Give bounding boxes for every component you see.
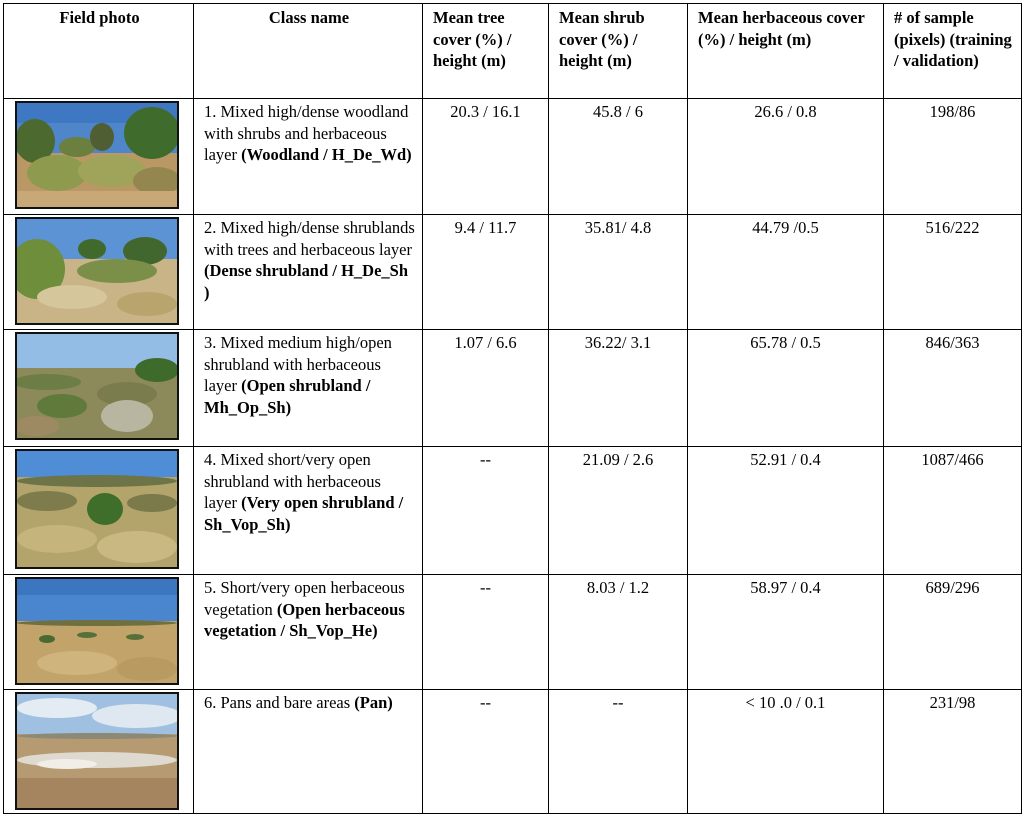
tree-cover-cell: 9.4 / 11.7 (423, 215, 549, 330)
herbaceous-cover-cell: 26.6 / 0.8 (688, 99, 884, 215)
class-description: 5. Short/very open herbaceous vegetation (204, 578, 405, 619)
header-class-name: Class name (194, 4, 423, 99)
class-name-cell (194, 575, 423, 690)
class-description: 6. Pans and bare areas (204, 693, 355, 712)
class-name-cell (194, 215, 423, 330)
tree-cover-cell: -- (423, 575, 549, 690)
sample-count-cell: 231/98 (884, 690, 1022, 814)
shrub-cover-cell: 35.81/ 4.8 (549, 215, 688, 330)
very-open-shrubland-photo (15, 449, 179, 569)
header-sample-count: # of sample (pixels) (training / validation) (884, 4, 1022, 99)
sample-count-cell: 198/86 (884, 99, 1022, 215)
tree-cover-cell: -- (423, 447, 549, 575)
vegetation-class-table (3, 3, 1022, 814)
class-code: (Very open shrubland / Sh_Vop_Sh) (204, 493, 404, 534)
shrub-cover-cell: 21.09 / 2.6 (549, 447, 688, 575)
class-description: 1. Mixed high/dense woodland with shrubs and herbaceous layer (204, 102, 409, 164)
tree-cover-cell: 1.07 / 6.6 (423, 330, 549, 447)
herbaceous-cover-cell: 52.91 / 0.4 (688, 447, 884, 575)
class-code: (Pan) (354, 693, 393, 712)
class-code: (Open shrubland / Mh_Op_Sh) (204, 376, 371, 417)
header-shrub-cover: Mean shrub cover (%) / height (m) (549, 4, 688, 99)
sample-count-cell: 1087/466 (884, 447, 1022, 575)
tree-cover-cell: -- (423, 690, 549, 814)
photo-cell (4, 330, 194, 447)
table-row (4, 575, 1022, 690)
herbaceous-cover-cell: < 10 .0 / 0.1 (688, 690, 884, 814)
photo-cell (4, 575, 194, 690)
class-code: (Woodland / H_De_Wd) (241, 145, 412, 164)
class-name-cell (194, 99, 423, 215)
sample-count-cell: 846/363 (884, 330, 1022, 447)
class-name-cell (194, 447, 423, 575)
tree-cover-cell: 20.3 / 16.1 (423, 99, 549, 215)
sample-count-cell: 516/222 (884, 215, 1022, 330)
herbaceous-cover-cell: 65.78 / 0.5 (688, 330, 884, 447)
herbaceous-vegetation-photo (15, 577, 179, 685)
photo-cell (4, 447, 194, 575)
header-field-photo: Field photo (4, 4, 194, 99)
photo-cell (4, 690, 194, 814)
photo-cell (4, 215, 194, 330)
pan-photo (15, 692, 179, 810)
photo-cell (4, 99, 194, 215)
header-herbaceous-cover: Mean herbaceous cover (%) / height (m) (688, 4, 884, 99)
class-description: 4. Mixed short/very open shrubland with herbaceous layer (204, 450, 381, 512)
table-row (4, 690, 1022, 814)
class-code: (Open herbaceous vegetation / Sh_Vop_He) (204, 599, 405, 640)
table-row (4, 99, 1022, 215)
woodland-photo (15, 101, 179, 209)
class-name-cell (194, 330, 423, 447)
shrub-cover-cell: 8.03 / 1.2 (549, 575, 688, 690)
class-description: 3. Mixed medium high/open shrubland with herbaceous layer (204, 333, 392, 395)
table-row (4, 215, 1022, 330)
dense-shrubland-photo (15, 217, 179, 325)
sample-count-cell: 689/296 (884, 575, 1022, 690)
shrub-cover-cell: -- (549, 690, 688, 814)
class-name-cell (194, 690, 423, 814)
header-tree-cover: Mean tree cover (%) / height (m) (423, 4, 549, 99)
open-shrubland-photo (15, 332, 179, 440)
class-code: (Dense shrubland / H_De_Sh ) (204, 261, 409, 302)
herbaceous-cover-cell: 58.97 / 0.4 (688, 575, 884, 690)
shrub-cover-cell: 36.22/ 3.1 (549, 330, 688, 447)
table-row (4, 447, 1022, 575)
herbaceous-cover-cell: 44.79 /0.5 (688, 215, 884, 330)
shrub-cover-cell: 45.8 / 6 (549, 99, 688, 215)
class-description: 2. Mixed high/dense shrublands with trees and herbaceous layer (204, 218, 415, 259)
table-row (4, 330, 1022, 447)
header-row (4, 4, 1022, 99)
